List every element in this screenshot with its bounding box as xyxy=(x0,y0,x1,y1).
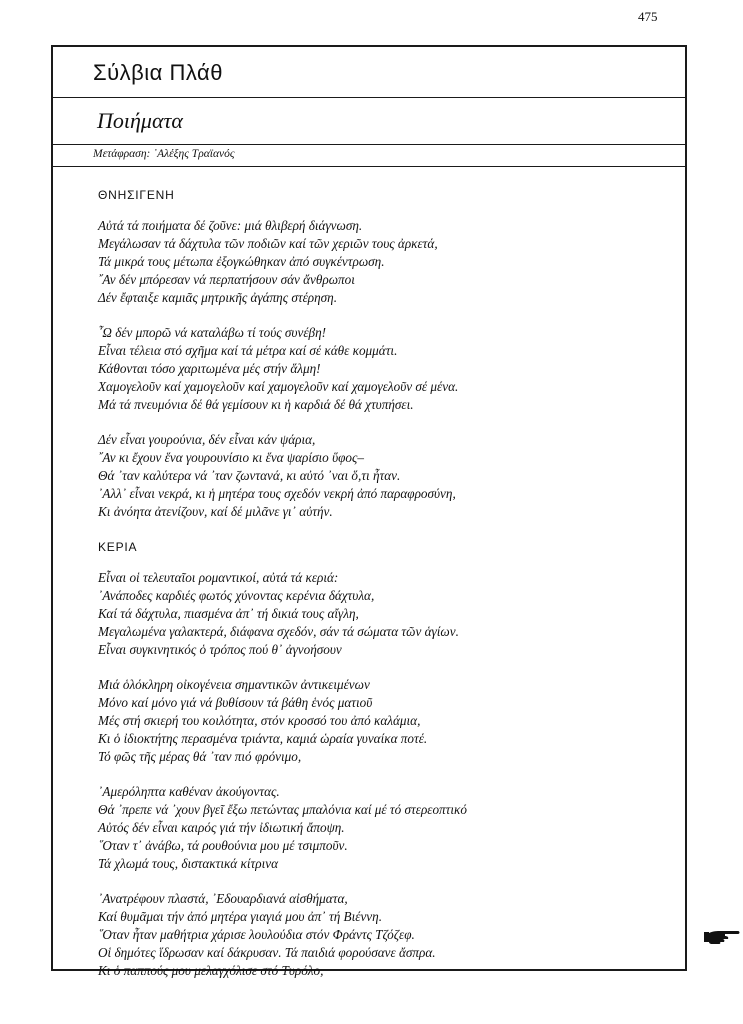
poem-line: ῎Αν κι ἔχουν ἕνα γουρουνίσιο κι ἕνα ψαρίσιο ὕφος– xyxy=(98,450,364,465)
poems-content xyxy=(98,187,668,998)
poem-line: ῏Ω δέν μπορῶ νά καταλάβω τί τούς συνέβη! xyxy=(98,325,327,340)
poem-line: Κι ἀνόητα ἀτενίζουν, καί δέ μιλᾶνε γι᾿ αὐτήν. xyxy=(98,504,333,519)
stanza xyxy=(98,324,668,414)
poem xyxy=(98,187,668,521)
poem-line: Χαμογελοῦν καί χαμογελοῦν καί χαμογελοῦν καί χαμογελοῦν σέ μένα. xyxy=(98,379,459,394)
poem-line: Κάθονται τόσο χαριτωμένα μές στήν ἅλμη! xyxy=(98,361,321,376)
poem-line: ῞Οταν τ᾿ ἀνάβω, τά ρουθούνια μου μέ τσιμποῦν. xyxy=(98,838,348,853)
poem-line: Μεγαλωμένα γαλακτερά, διάφανα σχεδόν, σάν τά σώματα τῶν ἁγίων. xyxy=(98,624,459,639)
poem-line: ᾿Αμερόληπτα καθέναν ἀκούγοντας. xyxy=(98,784,280,799)
poem-line: Θά ᾿ταν καλύτερα νά ᾿ταν ζωντανά, κι αὐτό ᾿ναι ὅ,τι ἦταν. xyxy=(98,468,401,483)
poem-heading: ΚΕΡΙΑ xyxy=(98,540,138,554)
poem-line: Κι ὁ ἰδιοκτήτης περασμένα τριάντα, καμιά ὡραία γυναίκα ποτέ. xyxy=(98,731,428,746)
stanza xyxy=(98,431,668,521)
poem-heading: ΘΝΗΣΙΓΕΝΗ xyxy=(98,188,175,202)
stanza xyxy=(98,569,668,659)
translator-header xyxy=(53,145,685,167)
pointing-hand-icon xyxy=(703,926,741,948)
poem xyxy=(98,539,668,980)
poem-line: Μές στή σκιερή του κοιλότητα, στόν κροσσό του ἀπό καλάμια, xyxy=(98,713,421,728)
poem-line: Δέν εἶναι γουρούνια, δέν εἶναι κάν ψάρια, xyxy=(98,432,316,447)
poem-line: Τό φῶς τῆς μέρας θά ᾿ταν πιό φρόνιμο, xyxy=(98,749,302,764)
page-title: Ποιήματα xyxy=(97,108,183,133)
poem-line: Μά τά πνευμόνια δέ θά γεμίσουν κι ἡ καρδιά δέ θά χτυπήσει. xyxy=(98,397,414,412)
stanza xyxy=(98,217,668,307)
poem-line: Καί θυμᾶμαι τήν ἀπό μητέρα γιαγιά μου ἀπ᾿ τή Βιέννη. xyxy=(98,909,382,924)
poem-line: Οἱ δημότες ἵδρωσαν καί δάκρυσαν. Τά παιδιά φορούσανε ἄσπρα. xyxy=(98,945,436,960)
poem-line: Δέν ἔφταιξε καμιᾶς μητρικῆς ἀγάπης στέρηση. xyxy=(98,290,337,305)
page-number: 475 xyxy=(638,9,658,24)
poem-line: ᾿Αλλ᾿ εἶναι νεκρά, κι ἡ μητέρα τους σχεδόν νεκρή ἀπό παραφροσύνη, xyxy=(98,486,456,501)
poem-line: Τά μικρά τους μέτωπα ἐξογκώθηκαν ἀπό συγκέντρωση. xyxy=(98,254,385,269)
poem-line: Μιά ὁλόκληρη οἰκογένεια σημαντικῶν ἀντικειμένων xyxy=(98,677,370,692)
poem-line: Εἶναι συγκινητικός ὁ τρόπος πού θ᾿ ἀγνοήσουν xyxy=(98,642,342,657)
author-header xyxy=(53,47,685,98)
poem-line: Καί τά δάχτυλα, πιασμένα ἀπ᾿ τή δικιά τους αἴγλη, xyxy=(98,606,359,621)
stanza xyxy=(98,676,668,766)
stanza xyxy=(98,783,668,873)
poem-line: Κι ὁ παππούς μου μελαγχόλισε στό Τυρόλο, xyxy=(98,963,324,978)
poem-line: ῎Αν δέν μπόρεσαν νά περπατήσουν σάν ἄνθρωποι xyxy=(98,272,355,287)
poem-line: Εἶναι οἱ τελευταῖοι ρομαντικοί, αὐτά τά κεριά: xyxy=(98,570,339,585)
page-frame xyxy=(51,45,687,978)
title-header xyxy=(53,98,685,145)
poem-line: Θά ᾿πρεπε νά ᾿χουν βγεῖ ἔξω πετώντας μπαλόνια καί μέ τό στερεοπτικό xyxy=(98,802,467,817)
poem-line: Μεγάλωσαν τά δάχτυλα τῶν ποδιῶν καί τῶν χεριῶν τους ἀρκετά, xyxy=(98,236,438,251)
translator-credit: Μετάφραση: ᾿Αλέξης Τραϊανός xyxy=(93,148,235,160)
poem-line: Αὐτός δέν εἶναι καιρός γιά τήν ἰδιωτική ἄποψη. xyxy=(98,820,345,835)
poem-line: ᾿Ανάποδες καρδιές φωτός χύνοντας κερένια δάχτυλα, xyxy=(98,588,375,603)
poem-line: ῞Οταν ἦταν μαθήτρια χάρισε λουλούδια στόν Φράντς Τζόζεφ. xyxy=(98,927,415,942)
poem-line: ᾿Ανατρέφουν πλαστά, ᾿Εδουαρδιανά αἰσθήματα, xyxy=(98,891,348,906)
poem-line: Μόνο καί μόνο γιά νά βυθίσουν τά βάθη ἑνός ματιοῦ xyxy=(98,695,373,710)
stanza xyxy=(98,890,668,980)
poem-line: Αὐτά τά ποιήματα δέ ζοῦνε: μιά θλιβερή διάγνωση. xyxy=(98,218,363,233)
poem-line: Τά χλωμά τους, διστακτικά κίτρινα xyxy=(98,856,279,871)
poem-line: Εἶναι τέλεια στό σχῆμα καί τά μέτρα καί σέ κάθε κομμάτι. xyxy=(98,343,398,358)
author-name: Σύλβια Πλάθ xyxy=(93,60,224,85)
